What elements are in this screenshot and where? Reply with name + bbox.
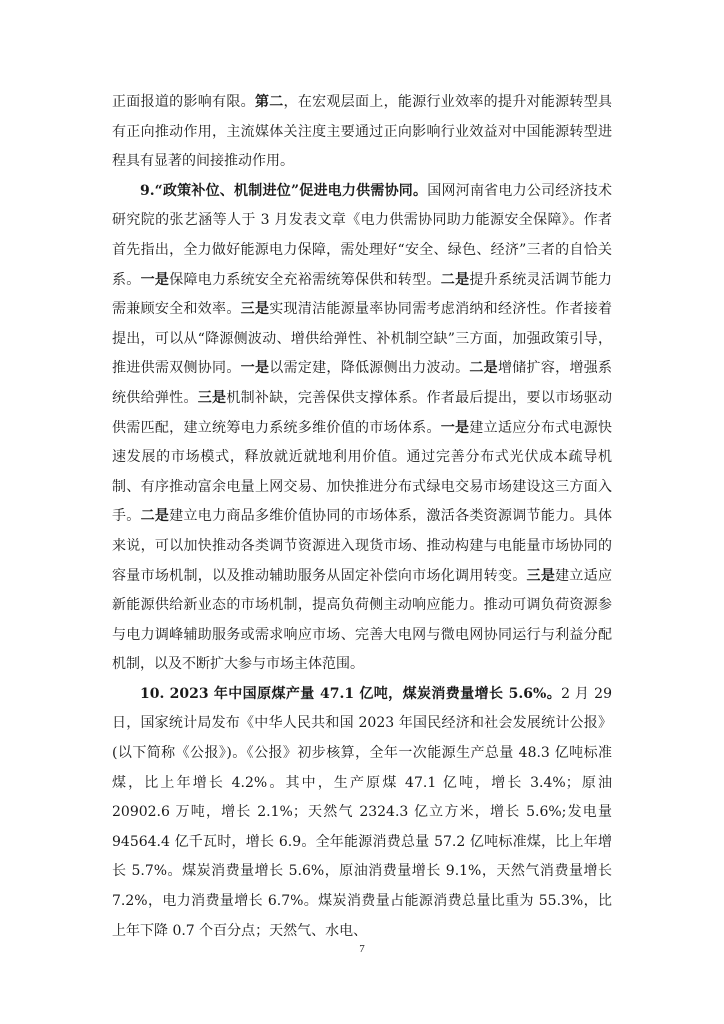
paragraph-continued: [112, 88, 612, 177]
bold-marker: 三是: [197, 389, 227, 406]
section-heading: 10. 2023 年中国原煤产量 47.1 亿吨，煤炭消费量增长 5.6%。: [140, 685, 562, 702]
bold-marker: 一是: [140, 271, 170, 288]
paragraph-text: 实现清洁能源量率协同需考虑消纳和经济性。作者接着提出，可以从“降源侧波动、增供给弹性、补机制空缺”三方面，加强政策引导，推进供需双侧协同。: [112, 301, 613, 377]
paragraph-text: 建立适应分布式电源快速发展的市场模式，释放就近就地利用价值。通过完善分布式光伏成本疏导机制、有序推动富余电量上网交易、加快推进分布式绿电交易市场建设这三方面入手。: [112, 419, 613, 525]
bold-marker: 一是: [240, 360, 270, 377]
bold-marker: 二是: [440, 271, 470, 288]
paragraph-text: 增储扩容，增强系统供给弹性。: [112, 360, 613, 406]
paragraph-text: 国网河南省电力公司经济技术研究院的张艺涵等人于 3 月发表文章《电力供需协同助力能源安全保障》。作者首先指出，全力做好能源电力保障，需处理好“安全、绿色、经济”三者的自恰关系。: [112, 182, 612, 288]
paragraph-text: 提升系统灵活调节能力需兼顾安全和效率。: [112, 271, 613, 318]
paragraph-text: 建立电力商品多维价值协同的市场体系，激活各类资源调节能力。具体来说，可以加快推动各类调节资源进入现货市场、推动构建与电能量市场协同的容量市场机制，以及推动辅助服务从固定补偿向市场化调用转变。: [112, 508, 613, 584]
bold-marker: 三是: [240, 301, 270, 318]
section-heading: 9.“政策补位、机制进位”促进电力供需协同。: [140, 182, 428, 199]
body-text: [112, 88, 612, 946]
paragraph-text: 保障电力系统安全充裕需统筹保供和转型。: [169, 271, 441, 288]
paragraph-text: 建立适应新能源供给新业态的市场机制，提高负荷侧主动响应能力。推动可调负荷资源参与电力调峰辅助服务或需求响应市场、完善大电网与微电网协同运行与利益分配机制，以及不断扩大参与市场主体范围。: [112, 567, 613, 673]
bold-marker: 三是: [526, 567, 556, 584]
bold-marker: 二是: [140, 508, 170, 525]
page-number: 7: [359, 943, 365, 955]
paragraph-text: 以需定建，降低源侧出力波动。: [269, 360, 470, 377]
paragraph-10: [112, 680, 612, 946]
bold-marker: 第二: [254, 94, 284, 110]
bold-marker: 一是: [440, 419, 470, 436]
bold-marker: 二是: [469, 360, 498, 377]
paragraph-text: 正面报道的影响有限。: [112, 94, 255, 110]
paragraph-text: 机制补缺，完善保供支撑体系。作者最后提出，要以市场驱动供需匹配，建立统筹电力系统多维价值的市场体系。: [112, 389, 613, 436]
paragraph-text: 2 月 29 日，国家统计局发布《中华人民共和国 2023 年国民经济和社会发展统计公报》(以下简称《公报》)。《公报》初步核算，全年一次能源生产总量 48.3 亿吨标准煤，比上年增长 4.2%。其中，生产原煤 47.1 亿吨，增长 3.4%；原油 20902.6 万吨，增长 2.1%；天然气 2324.3 亿立方米，增长 5.6%;发电量 94564.4 亿千瓦时，增长 6.9。全年能源消费总量 57.2 亿吨标准煤，比上年增长 5.7%。煤炭消费量增长 5.6%，原油消费量增长 9.1%，天然气消费量增长 7.2%，电力消费量增长 6.7%。煤炭消费量占能源消费总量比重为 55.3%，比上年下降 0.7 个百分点；天然气、水电、: [112, 685, 612, 939]
paragraph-text: ，在宏观层面上，能源行业效率的提升对能源转型具有正向推动作用，主流媒体关注度主要通过正向影响行业效益对中国能源转型进程具有显著的间接推动作用。: [112, 94, 613, 170]
paragraph-9: [112, 177, 612, 680]
